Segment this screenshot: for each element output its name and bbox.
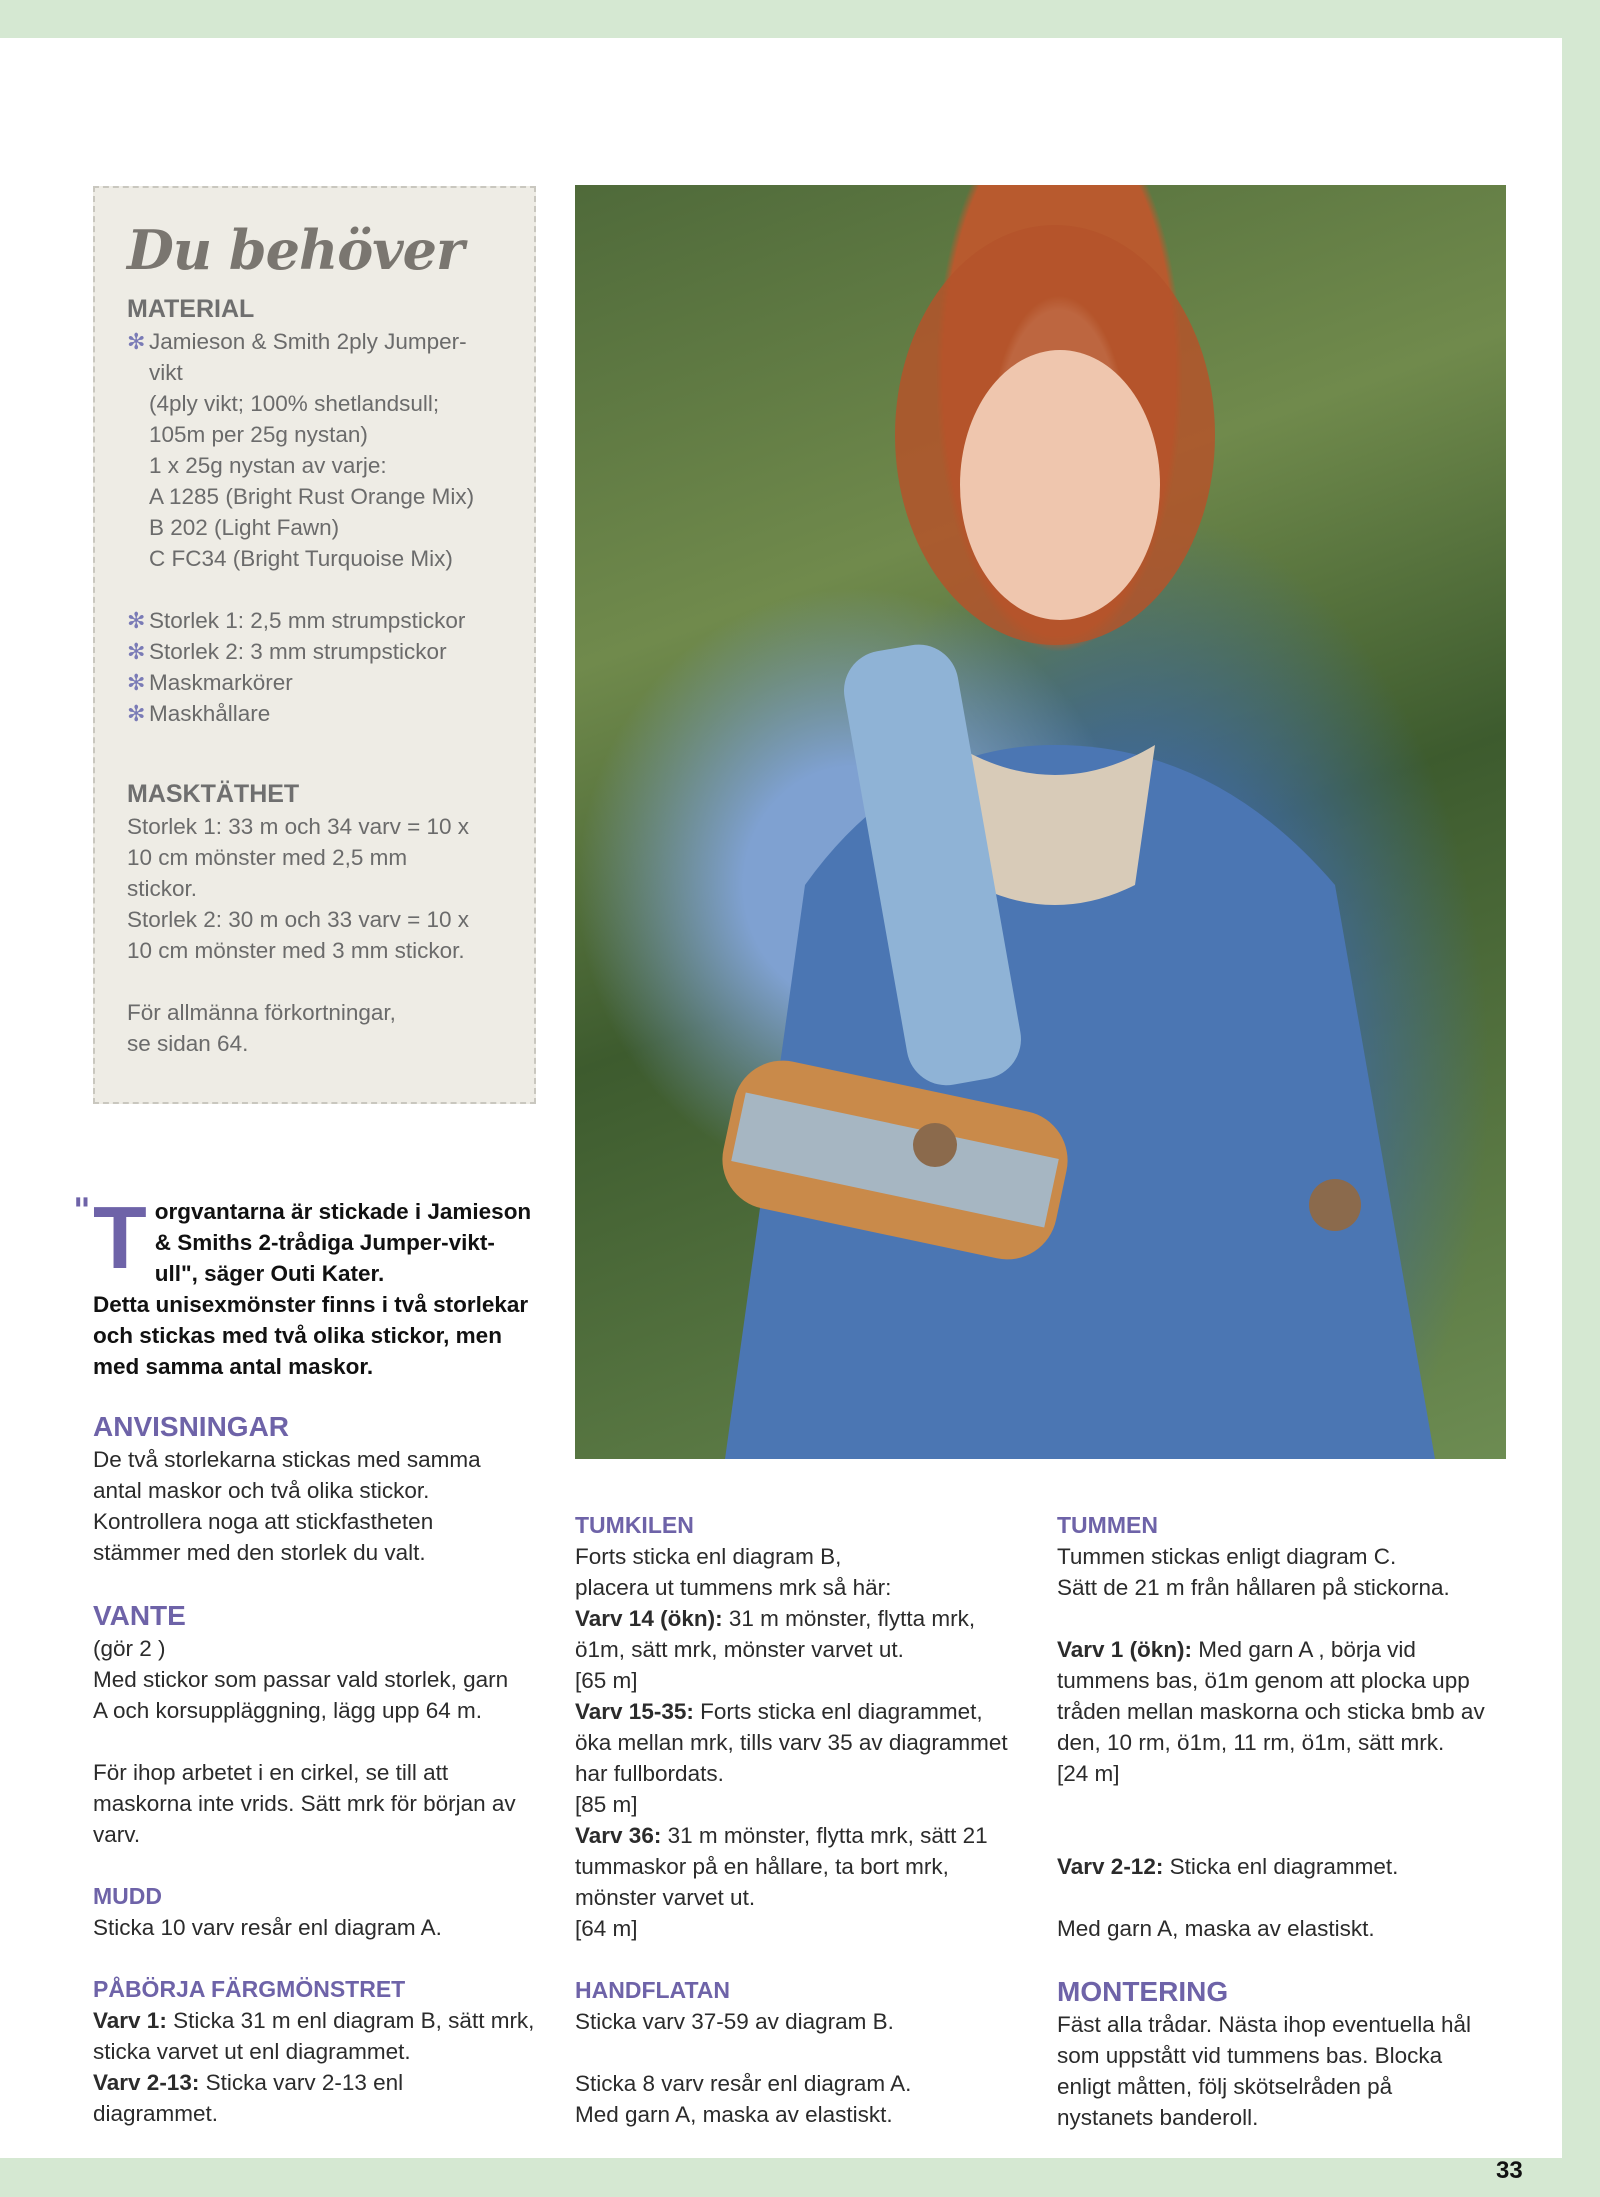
heading-mudd: MUDD (93, 1883, 162, 1909)
star-bullet-icon: ✻ (127, 701, 146, 726)
heading-handflatan: HANDFLATAN (575, 1977, 731, 2003)
tool-item: ✻ Maskhållare (127, 698, 504, 729)
star-bullet-icon: ✻ (127, 329, 146, 354)
heading-montering: MONTERING (1057, 1976, 1229, 2007)
model-photo (575, 185, 1506, 1459)
column-tummen: TUMMEN Tummen stickas enligt diagram C. Sätt de 21 m från hållaren på stickorna. Varv 1 (ökn): Med garn A , börja vid tummens bas, ö1m genom att plocka upp tråden mellan maskorna och sticka bmb av den, 10 rm, ö1m, 11 rm, ö1m, sätt mrk. [24 m] Varv 2-12: Sticka enl diagrammet. Med garn A, maska av elastiskt. MONTERING Fäst alla trådar. Nästa ihop eventuella hål som uppstått vid tummens bas. Blocka enligt måtten, följ skötselråden på nystanets banderoll. (1057, 1510, 1517, 2133)
heading-vante: VANTE (93, 1600, 186, 1631)
tool-item: ✻ Storlek 1: 2,5 mm strumpstickor (127, 605, 504, 636)
page-number: 33 (1496, 2157, 1523, 2184)
column-tumkilen: TUMKILEN Forts sticka enl diagram B, placera ut tummens mrk så här: Varv 14 (ökn): 31 m mönster, flytta mrk, ö1m, sätt mrk, mönster varvet ut. [65 m] Varv 15-35: Forts sticka enl diagrammet, öka mellan mrk, tills varv 35 av diagrammet har fullbordats. [85 m] Varv 36: 31 m mönster, flytta mrk, sätt 21 tummaskor på en hållare, ta bort mrk, mönster varvet ut. [64 m] HANDFLATAN Sticka varv 37-59 av diagram B. Sticka 8 varv resår enl diagram A. Med garn A, maska av elastiskt. (575, 1510, 1035, 2130)
star-bullet-icon: ✻ (127, 608, 146, 633)
heading-anvisningar: ANVISNINGAR (93, 1411, 290, 1442)
tool-item: ✻ Maskmarkörer (127, 667, 504, 698)
tool-item: ✻ Storlek 2: 3 mm strumpstickor (127, 636, 504, 667)
quote-mark: " (73, 1191, 91, 1231)
material-heading: MATERIAL (127, 295, 255, 323)
heading-tummen: TUMMEN (1057, 1512, 1158, 1538)
intro-quote: " T orgvantarna är stickade i Jamieson & Smiths 2-trådiga Jumper-vikt- ull", säger Outi Kater. Detta unisexmönster finns i två storlekar och stickas med två olika stickor, men med samma antal maskor. (73, 1188, 532, 1379)
star-bullet-icon: ✻ (127, 670, 146, 695)
photo-illustration (575, 185, 1506, 1459)
heading-fargmonster: PÅBÖRJA FÄRGMÖNSTRET (93, 1976, 406, 2002)
gauge-heading: MASKTÄTHET (127, 780, 300, 808)
materials-box: Du behöver MATERIAL ✻ Jamieson & Smith 2ply Jumper- vikt (4ply vikt; 100% shetlandsull; 105m per 25g nystan) 1 x 25g nystan av varje: A 1285 (Bright Rust Orange Mix) B 202 (Light Fawn) C FC34 (Bright Turquoise Mix) ✻ Storlek 1: 2,5 mm strumpstickor ✻ Storlek 2: 3 mm strumpstickor ✻ Maskmarkörer ✻ Maskhållare MASKTÄTHET Storlek 1: 33 m och 34 varv = 10 x 10 cm mönster med 2,5 mm stickor. Storlek 2: 30 m och 33 varv = 10 x 10 cm mönster med 3 mm stickor. För allmänna förkortningar, se sidan 64. (93, 186, 536, 1104)
page (0, 38, 1562, 2184)
column-instructions: ANVISNINGAR De två storlekarna stickas med samma antal maskor och två olika stickor. Kontrollera noga att stickfastheten stämmer med den storlek du valt. VANTE (gör 2 ) Med stickor som passar vald storlek, garn A och korsuppläggning, lägg upp 64 m. För ihop arbetet i en cirkel, se till att maskorna inte vrids. Sätt mrk för början av varv. MUDD Sticka 10 varv resår enl diagram A. PÅBÖRJA FÄRGMÖNSTRET Varv 1: Sticka 31 m enl diagram B, sätt mrk, sticka varvet ut enl diagrammet. Varv 2-13: Sticka varv 2-13 enl diagrammet. (93, 1410, 553, 2129)
star-bullet-icon: ✻ (127, 639, 146, 664)
heading-tumkilen: TUMKILEN (575, 1512, 694, 1538)
box-title: Du behöver (127, 218, 464, 282)
tools-list (127, 605, 504, 729)
material-item: ✻ Jamieson & Smith 2ply Jumper- (127, 326, 504, 357)
drop-cap: T (93, 1188, 147, 1287)
